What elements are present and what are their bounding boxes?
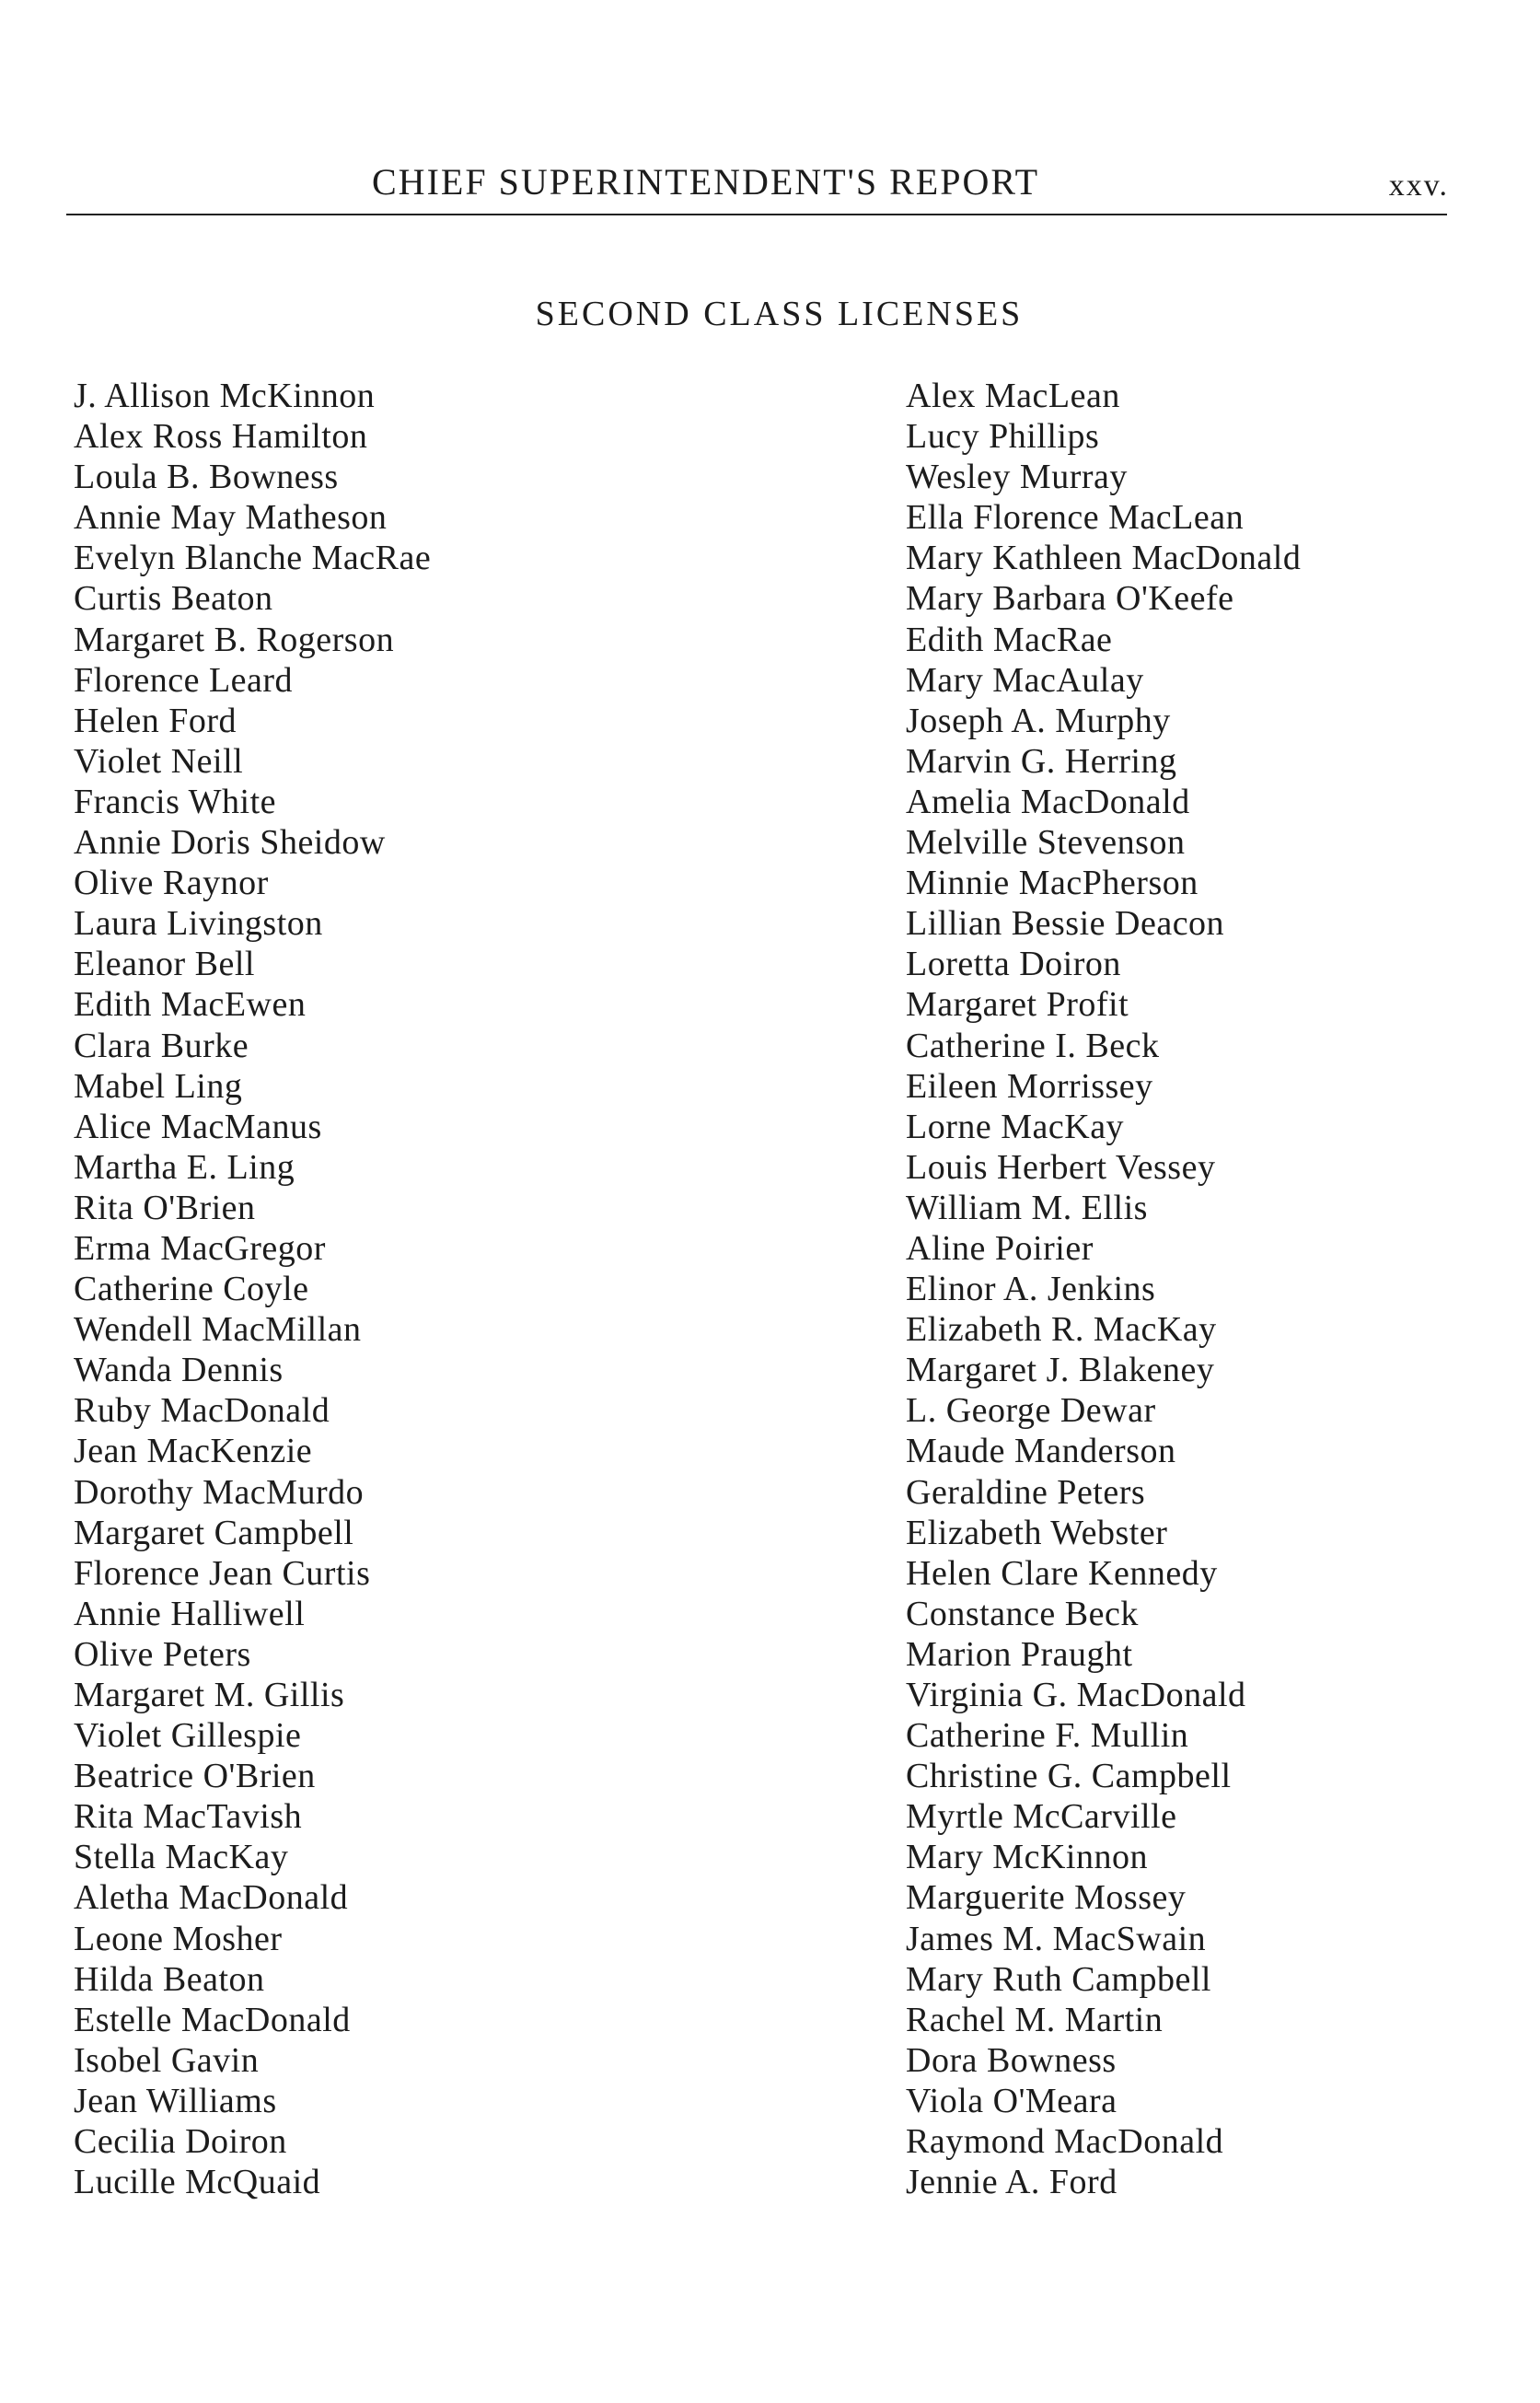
names-column-left (74, 376, 431, 2202)
licensee-name: Laura Livingston (74, 904, 323, 944)
licensee-name: Jennie A. Ford (906, 2163, 1117, 2202)
licensee-name: L. George Dewar (906, 1391, 1156, 1431)
licensee-name: Annie May Matheson (74, 498, 388, 538)
licensee-name: Eileen Morrissey (906, 1066, 1153, 1106)
licensee-name: Alice MacManus (74, 1107, 322, 1146)
licensee-name: Dorothy MacMurdo (74, 1472, 365, 1512)
licensee-name: Jean MacKenzie (74, 1432, 313, 1471)
running-title: CHIEF SUPERINTENDENT'S REPORT (372, 161, 1040, 203)
licensee-name: Beatrice O'Brien (74, 1757, 316, 1796)
licensee-name: Cecilia Doiron (74, 2122, 287, 2162)
licensee-name: Jean Williams (74, 2081, 277, 2120)
licensee-name: Mabel Ling (74, 1066, 243, 1106)
licensee-name: Helen Ford (74, 701, 237, 740)
licensee-name: Virginia G. MacDonald (906, 1676, 1246, 1714)
licensee-name: Rita O'Brien (74, 1188, 256, 1227)
licensee-name: Annie Doris Sheidow (74, 823, 386, 863)
header-rule (66, 214, 1447, 215)
licensee-name: Lillian Bessie Deacon (906, 904, 1225, 944)
licensee-name: Margaret J. Blakeney (906, 1351, 1215, 1390)
licensee-name: Raymond MacDonald (906, 2122, 1224, 2162)
licensee-name: Alex Ross Hamilton (74, 417, 368, 457)
licensee-name: Mary Barbara O'Keefe (906, 579, 1234, 619)
licensee-name: Stella MacKay (74, 1838, 289, 1877)
licensee-name: Lucille McQuaid (74, 2163, 321, 2202)
licensee-name: Hilda Beaton (74, 1959, 265, 1999)
licensee-name: Florence Jean Curtis (74, 1553, 371, 1593)
licensee-name: Rita MacTavish (74, 1797, 303, 1837)
licensee-name: Margaret M. Gillis (74, 1676, 345, 1714)
licensee-name: Mary Ruth Campbell (906, 1959, 1211, 1999)
licensee-name: Wendell MacMillan (74, 1310, 362, 1350)
licensee-name: Joseph A. Murphy (906, 701, 1171, 740)
licensee-name: Viola O'Meara (906, 2081, 1117, 2120)
licensee-name: Geraldine Peters (906, 1472, 1146, 1512)
licensee-name: Isobel Gavin (74, 2040, 260, 2080)
licensee-name: James M. MacSwain (906, 1919, 1207, 1958)
licensee-name: Loula B. Bowness (74, 458, 339, 497)
licensee-name: Curtis Beaton (74, 579, 273, 619)
licensee-name: Loretta Doiron (906, 945, 1121, 984)
licensee-name: Martha E. Ling (74, 1147, 295, 1187)
licensee-name: Edith MacEwen (74, 985, 307, 1025)
running-head (66, 157, 1447, 212)
licensee-name: Marvin G. Herring (906, 741, 1177, 781)
licensee-name: J. Allison McKinnon (74, 377, 376, 415)
licensee-name: Elizabeth Webster (906, 1513, 1168, 1552)
licensee-name: Edith MacRae (906, 620, 1113, 659)
licensee-name: Maude Manderson (906, 1432, 1176, 1471)
licensee-name: Olive Raynor (74, 864, 269, 903)
licensee-name: Constance Beck (906, 1594, 1139, 1633)
licensee-name: Helen Clare Kennedy (906, 1553, 1218, 1593)
licensee-name: Mary McKinnon (906, 1838, 1148, 1877)
licensee-name: Ruby MacDonald (74, 1391, 330, 1431)
licensee-name: Margaret Profit (906, 985, 1129, 1025)
licensee-name: Alex MacLean (906, 377, 1120, 415)
licensee-name: Aline Poirier (906, 1228, 1094, 1268)
licensee-name: Mary MacAulay (906, 660, 1144, 700)
licensee-name: Lorne MacKay (906, 1107, 1125, 1146)
licensee-name: Myrtle McCarville (906, 1797, 1177, 1837)
licensee-name: Eleanor Bell (74, 945, 255, 984)
licensee-name: Lucy Phillips (906, 417, 1100, 457)
licensee-name: Clara Burke (74, 1026, 249, 1065)
page-number: xxv. (1388, 168, 1449, 203)
licensee-name: Leone Mosher (74, 1919, 283, 1958)
licensee-name: Violet Neill (74, 741, 244, 781)
licensee-name: Margaret B. Rogerson (74, 620, 395, 659)
section-heading: SECOND CLASS LICENSES (535, 295, 1024, 333)
licensee-name: Estelle MacDonald (74, 2000, 351, 2039)
licensee-name: Annie Halliwell (74, 1594, 306, 1633)
licensee-name: Wesley Murray (906, 458, 1128, 497)
licensee-name: Rachel M. Martin (906, 2000, 1164, 2039)
licensee-name: Aletha MacDonald (74, 1878, 349, 1918)
licensee-name: Wanda Dennis (74, 1351, 284, 1390)
licensee-name: Violet Gillespie (74, 1716, 302, 1756)
licensee-name: Florence Leard (74, 660, 294, 700)
licensee-name: Margaret Campbell (74, 1513, 354, 1552)
licensee-name: Dora Bowness (906, 2040, 1117, 2080)
licensee-name: Francis White (74, 782, 277, 821)
licensee-name: Catherine I. Beck (906, 1026, 1160, 1065)
licensee-name: Mary Kathleen MacDonald (906, 539, 1302, 578)
licensee-name: Olive Peters (74, 1634, 251, 1674)
licensee-name: Minnie MacPherson (906, 864, 1198, 903)
licensee-name: Erma MacGregor (74, 1228, 326, 1268)
licensee-name: Louis Herbert Vessey (906, 1147, 1216, 1187)
licensee-name: William M. Ellis (906, 1188, 1148, 1227)
licensee-name: Evelyn Blanche MacRae (74, 539, 432, 578)
licensee-name: Marguerite Mossey (906, 1878, 1187, 1918)
licensee-name: Melville Stevenson (906, 823, 1186, 863)
licensee-name: Elizabeth R. MacKay (906, 1310, 1217, 1350)
licensee-name: Marion Praught (906, 1634, 1133, 1674)
licensee-name: Catherine F. Mullin (906, 1716, 1189, 1756)
licensee-name: Catherine Coyle (74, 1270, 309, 1309)
licensee-name: Christine G. Campbell (906, 1757, 1232, 1796)
licensee-name: Amelia MacDonald (906, 782, 1190, 821)
names-column-right (906, 376, 1301, 2202)
licensee-name: Ella Florence MacLean (906, 498, 1245, 538)
licensee-name: Elinor A. Jenkins (906, 1270, 1156, 1309)
